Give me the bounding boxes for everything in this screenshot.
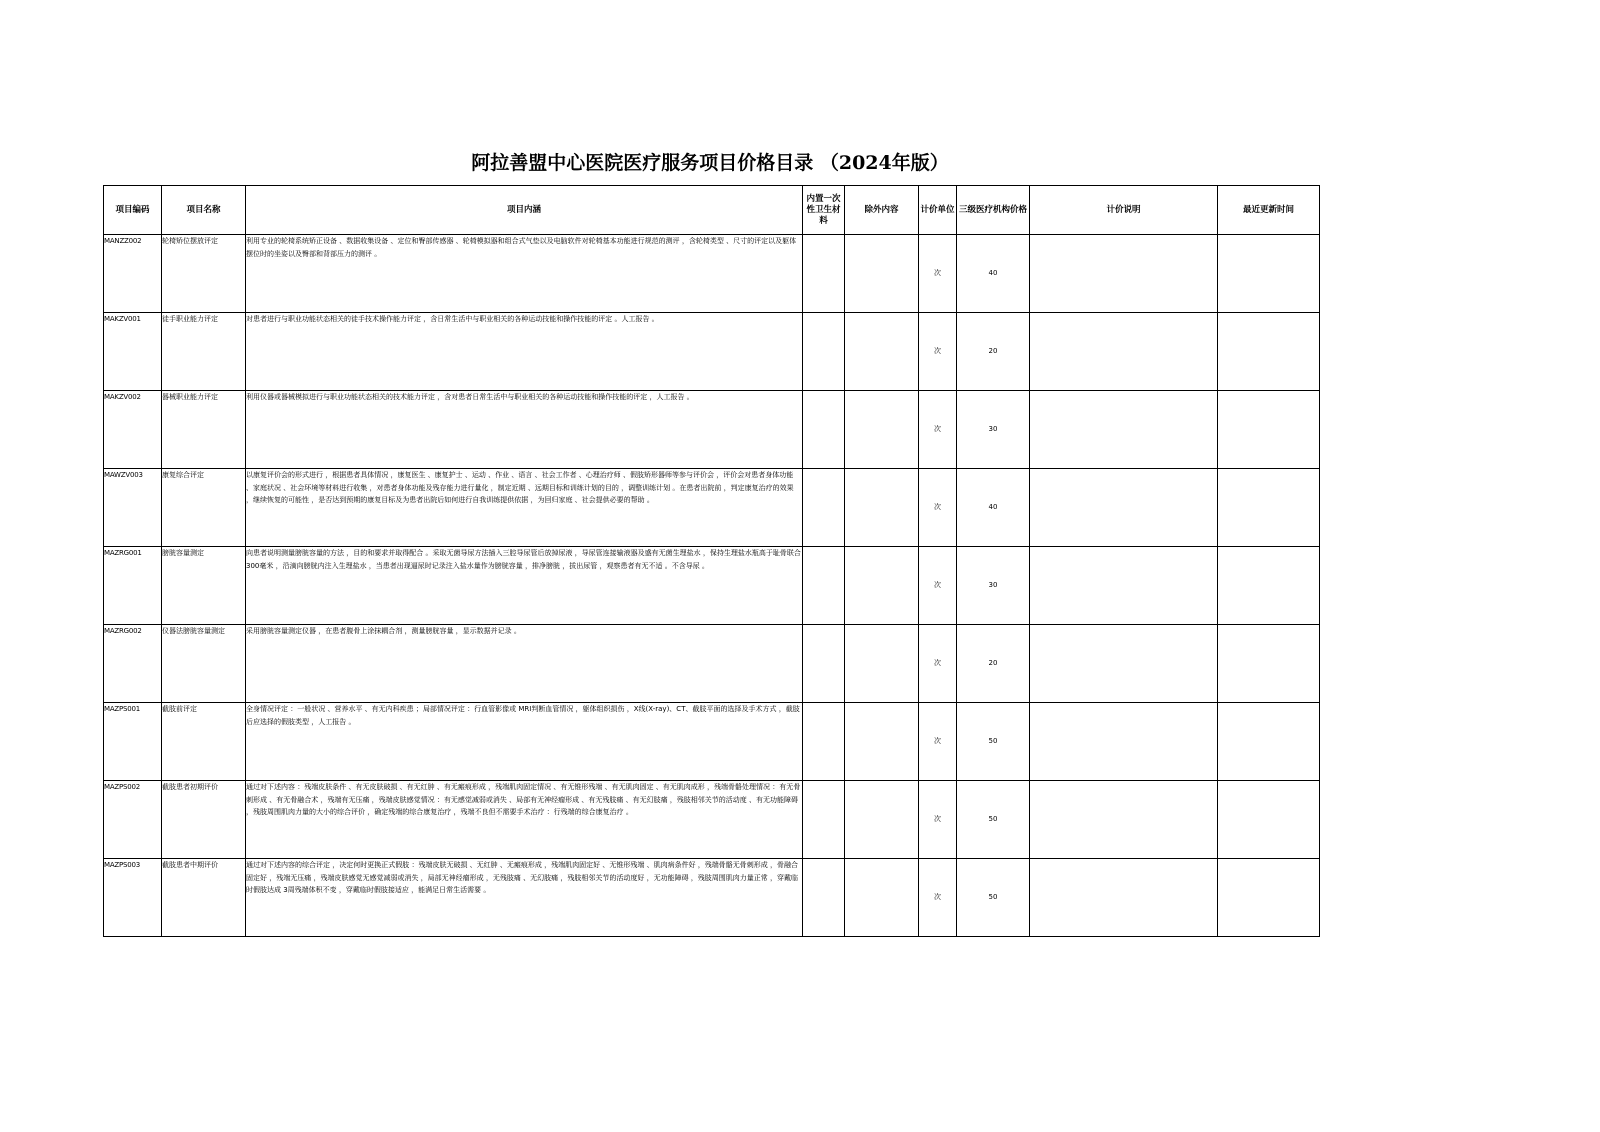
- header-name: 项目名称: [162, 186, 246, 235]
- item-material: [803, 625, 845, 703]
- item-material: [803, 391, 845, 469]
- header-note: 计价说明: [1030, 186, 1218, 235]
- item-note: [1030, 235, 1218, 313]
- item-price: 30: [957, 391, 1030, 469]
- item-unit: 次: [919, 703, 957, 781]
- item-unit: 次: [919, 859, 957, 937]
- item-content: 利用专业的轮椅系统矫正设备 、数据收集设备 、定位和臀部传感器 、轮椅模拟器和组合式气垫以及电脑软件对轮椅基本功能进行规范的测评 ，含轮椅类型 、尺寸的评定以及躯体摆位时的坐姿以及臀部和背部压力的测评 。: [246, 235, 803, 313]
- item-excluded: [845, 391, 919, 469]
- item-excluded: [845, 625, 919, 703]
- item-price: 30: [957, 547, 1030, 625]
- item-note: [1030, 547, 1218, 625]
- item-unit: 次: [919, 469, 957, 547]
- table-row: [104, 859, 1320, 937]
- item-content: 通过对下述内容的综合评定 ，决定何时更换正式假肢 ：残端皮肤无破损 、无红肿 、无瘢痕形成 ，残端肌肉固定好 、无锥形残端 、肌肉病条件好 ，残端骨骼无骨刺形成 ，骨融合固定好 ，残端无压痛 ，残端皮肤感觉无感觉减弱或消失 ，局部无神经瘤形成 ，无残肢痛 、无幻肢痛 ，残肢相邻关节的活动度好 ，无功能障碍 ，残肢周围肌肉力量正常 ，穿戴临时假肢达成 3周残端体积不变 ，穿戴临时假肢接适应 ，能满足日常生活需要 。: [246, 859, 803, 937]
- table-row: [104, 469, 1320, 547]
- item-name: 器械职业能力评定: [162, 391, 246, 469]
- price-table: [103, 185, 1320, 937]
- header-unit: 计价单位: [919, 186, 957, 235]
- item-note: [1030, 469, 1218, 547]
- item-price: 20: [957, 313, 1030, 391]
- table-row: [104, 625, 1320, 703]
- item-code: MAZPS003: [104, 859, 162, 937]
- item-excluded: [845, 781, 919, 859]
- item-material: [803, 469, 845, 547]
- item-material: [803, 859, 845, 937]
- item-content: 对患者进行与职业功能状态相关的徒手技术操作能力评定 ，含日常生活中与职业相关的各种运动技能和操作技能的评定 。人工报告 。: [246, 313, 803, 391]
- item-note: [1030, 313, 1218, 391]
- table-row: [104, 547, 1320, 625]
- item-code: MAZPS002: [104, 781, 162, 859]
- header-price: 三级医疗机构价格: [957, 186, 1030, 235]
- item-updated: [1218, 313, 1320, 391]
- table-row: [104, 781, 1320, 859]
- item-material: [803, 547, 845, 625]
- item-excluded: [845, 313, 919, 391]
- item-note: [1030, 859, 1218, 937]
- header-updated: 最近更新时间: [1218, 186, 1320, 235]
- item-unit: 次: [919, 781, 957, 859]
- item-unit: 次: [919, 625, 957, 703]
- item-updated: [1218, 781, 1320, 859]
- table-row: [104, 235, 1320, 313]
- item-code: MAZRG002: [104, 625, 162, 703]
- item-name: 徒手职业能力评定: [162, 313, 246, 391]
- item-price: 40: [957, 469, 1030, 547]
- header-excluded: 除外内容: [845, 186, 919, 235]
- item-unit: 次: [919, 313, 957, 391]
- item-price: 50: [957, 781, 1030, 859]
- item-name: 截肢患者初期评价: [162, 781, 246, 859]
- header-material: 内置一次性卫生材料: [803, 186, 845, 235]
- item-name: 膀胱容量测定: [162, 547, 246, 625]
- item-name: 轮椅矫位摆放评定: [162, 235, 246, 313]
- item-name: 康复综合评定: [162, 469, 246, 547]
- item-code: MAWZV003: [104, 469, 162, 547]
- item-name: 截肢前评定: [162, 703, 246, 781]
- item-updated: [1218, 703, 1320, 781]
- item-content: 向患者说明测量膀胱容量的方法 ，目的和要求并取得配合 。采取无菌导尿方法插入三腔导尿管后放掉尿液 ，导尿管连接输液器及盛有无菌生理盐水 ，保持生理盐水瓶高于耻骨联合 300毫米 ，沿滴向膀胱内注入生理盐水 ，当患者出现逼尿时记录注入盐水量作为膀胱容量 ，排净膀胱 ，拔出尿管 ，观察患者有无不适 。不含导尿 。: [246, 547, 803, 625]
- item-updated: [1218, 391, 1320, 469]
- item-unit: 次: [919, 547, 957, 625]
- item-note: [1030, 703, 1218, 781]
- item-material: [803, 781, 845, 859]
- item-material: [803, 235, 845, 313]
- item-excluded: [845, 469, 919, 547]
- item-updated: [1218, 547, 1320, 625]
- item-price: 20: [957, 625, 1030, 703]
- table-row: [104, 391, 1320, 469]
- item-updated: [1218, 469, 1320, 547]
- page-title: 阿拉善盟中心医院医疗服务项目价格目录 （2024年版）: [471, 152, 949, 174]
- item-content: 通过对下述内容 ：残端皮肤条件 、有无皮肤破损 、有无红肿 、有无瘢痕形成 ，残端肌肉固定情况 、有无锥形残端 、有无肌肉固定 、有无肌肉成形 ，残端骨骼处理情况 ：有无骨刺形成 、有无骨融合术 ，残端有无压痛 ，残端皮肤感觉情况 ：有无感觉减弱或消失 、局部有无神经瘤形成 、有无残肢痛 、有无幻肢痛 ，残肢相邻关节的活动度 、有无功能障碍 ，残肢周围肌肉力量的大小的综合评价 ，确定残端的综合康复治疗 ，残端不良但不需要手术治疗 ：行残端的综合康复治疗 。: [246, 781, 803, 859]
- table-row: [104, 703, 1320, 781]
- item-name: 仪器法膀胱容量测定: [162, 625, 246, 703]
- item-material: [803, 313, 845, 391]
- item-content: 以康复评价会的形式进行 ，根据患者具体情况 ，康复医生 、康复护士 、运动 、作业 、语言 、社会工作者 、心理治疗师 、假肢矫形器师等参与评价会 ，评价会对患者身体功能 、家庭状况 、社会环境等材料进行收集 ，对患者身体功能及残存能力进行量化 ，制定近期 、远期目标和训练计划的目的 ，调整训练计划 。在患者出院前 ，判定康复治疗的效果 ，继续恢复的可能性 ，是否达到预期的康复目标及为患者出院后如何进行自我训练提供依据 ，为回归家庭 、社会提供必要的帮助 。: [246, 469, 803, 547]
- item-note: [1030, 391, 1218, 469]
- table-header-row: [104, 186, 1320, 235]
- item-content: 采用膀胱容量测定仪器 ，在患者腹骨上涂抹耦合剂 ，测量膀胱容量 ，显示数据并记录 。: [246, 625, 803, 703]
- item-code: MAKZV001: [104, 313, 162, 391]
- item-code: MAZRG001: [104, 547, 162, 625]
- item-name: 截肢患者中期评价: [162, 859, 246, 937]
- item-content: 全身情况评定 ：一般状况 、营养水平 、有无内科疾患 ；局部情况评定 ：行血管影像或 MRI判断血管情况 ，躯体组织损伤 ，X线(X-ray)、CT、截肢平面的选择及手术方式 ，截肢后应选择的假肢类型 ，人工报告 。: [246, 703, 803, 781]
- item-excluded: [845, 235, 919, 313]
- item-code: MAKZV002: [104, 391, 162, 469]
- item-unit: 次: [919, 391, 957, 469]
- item-updated: [1218, 859, 1320, 937]
- item-excluded: [845, 703, 919, 781]
- item-code: MAZPS001: [104, 703, 162, 781]
- item-note: [1030, 781, 1218, 859]
- item-updated: [1218, 235, 1320, 313]
- item-price: 50: [957, 703, 1030, 781]
- item-excluded: [845, 547, 919, 625]
- item-material: [803, 703, 845, 781]
- item-note: [1030, 625, 1218, 703]
- item-price: 40: [957, 235, 1030, 313]
- header-content: 项目内涵: [246, 186, 803, 235]
- table-row: [104, 313, 1320, 391]
- header-code: 项目编码: [104, 186, 162, 235]
- item-price: 50: [957, 859, 1030, 937]
- item-content: 利用仪器或器械模拟进行与职业功能状态相关的技术能力评定 ，含对患者日常生活中与职业相关的各种运动技能和操作技能的评定 ，人工报告 。: [246, 391, 803, 469]
- item-code: MANZZ002: [104, 235, 162, 313]
- item-unit: 次: [919, 235, 957, 313]
- item-updated: [1218, 625, 1320, 703]
- item-excluded: [845, 859, 919, 937]
